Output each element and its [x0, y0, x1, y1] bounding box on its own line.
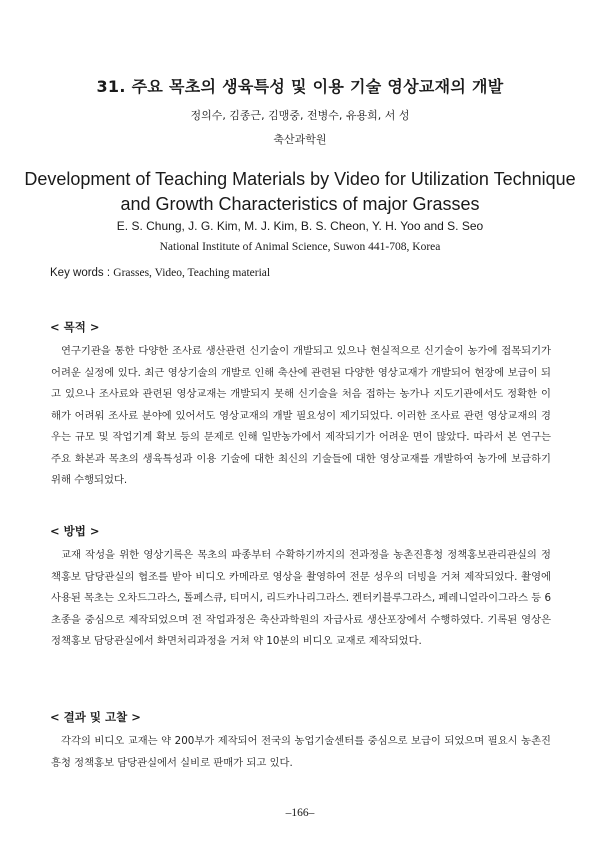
page-number: –166– [285, 807, 315, 819]
section-heading-methods: < 방법 > [50, 524, 100, 538]
keywords [50, 265, 270, 279]
section-body-methods: 교재 작성을 위한 영상기록은 목초의 파종부터 수확하기까지의 전과정을 농촌진흥청 정책홍보관리관실의 정책홍보 담당관실의 협조를 받아 비디오 카메라로 영상을 촬영하여 전문 성우의 더빙을 거쳐 제작되었다. 촬영에 사용된 목초는 오차드그라스, 톨페스큐, 티머시, 리드카나리그라스. 켄터키블루그라스, 페레니얼라이그라스 등 6초종을 중심으로 제작되었으며 전 작업과정은 축산과학원의 자급사료 생산포장에서 수행하였다. 기록된 영상은 정책홍보 담당관실에서 화면처리과정을 거쳐 약 10분의 비디오 교재로 제작되었다. [51, 549, 551, 647]
authors-korean: 정의수, 김종근, 김맹중, 전병수, 유용희, 서 성 [190, 109, 410, 122]
section-body-results: 각각의 비디오 교재는 약 200부가 제작되어 전국의 농업기술센터를 중심으로 보급이 되었으며 필요시 농촌진흥청 정책홍보 담당관실에서 실비로 판매가 되고 있다. [51, 735, 551, 769]
keywords-label: Key words : [50, 267, 114, 279]
section-heading-purpose: < 목적 > [50, 320, 100, 334]
title-english [0, 167, 600, 217]
keywords-text: Grasses, Video, Teaching material [113, 267, 271, 279]
section-heading-results: < 결과 및 고찰 > [50, 710, 141, 724]
title-english-line-1: Development of Teaching Materials by Video for Utilization Technique [24, 169, 576, 189]
institution-korean: 축산과학원 [273, 133, 327, 146]
title-english-line-2: and Growth Characteristics of major Grasses [120, 194, 480, 214]
institution-english: National Institute of Animal Science, Suwon 441-708, Korea [159, 241, 441, 253]
authors-english: E. S. Chung, J. G. Kim, M. J. Kim, B. S. Cheon, Y. H. Yoo and S. Seo [116, 219, 484, 233]
section-body-purpose: 연구기관을 통한 다양한 조사료 생산관련 신기술이 개발되고 있으나 현실적으로 신기술이 농가에 접목되기가 어려운 실정에 있다. 최근 영상기술의 개발로 인해 축산에 관련된 다양한 영상교재가 개발되어 현장에 보급이 되고 있으나 조사료와 관련된 영상교재는 개발되지 못해 신기술을 처음 접하는 농가나 지도기관에서도 정확한 이해가 어려워 조사료 분야에 있어서도 영상교재의 개발 필요성이 제기되었다. 이러한 조사료 관련 영상교재의 경우는 규모 및 작업기계 확보 등의 문제로 인해 일반농가에서 제작되기가 어려운 면이 많았다. 따라서 본 연구는 주요 화본과 목초의 생육특성과 이용 기술에 대한 최신의 기술들에 대한 영상교재를 개발하여 농가에 보급하기 위해 수행되었다. [51, 345, 551, 486]
title-korean: 31. 주요 목초의 생육특성 및 이용 기술 영상교재의 개발 [96, 77, 504, 96]
